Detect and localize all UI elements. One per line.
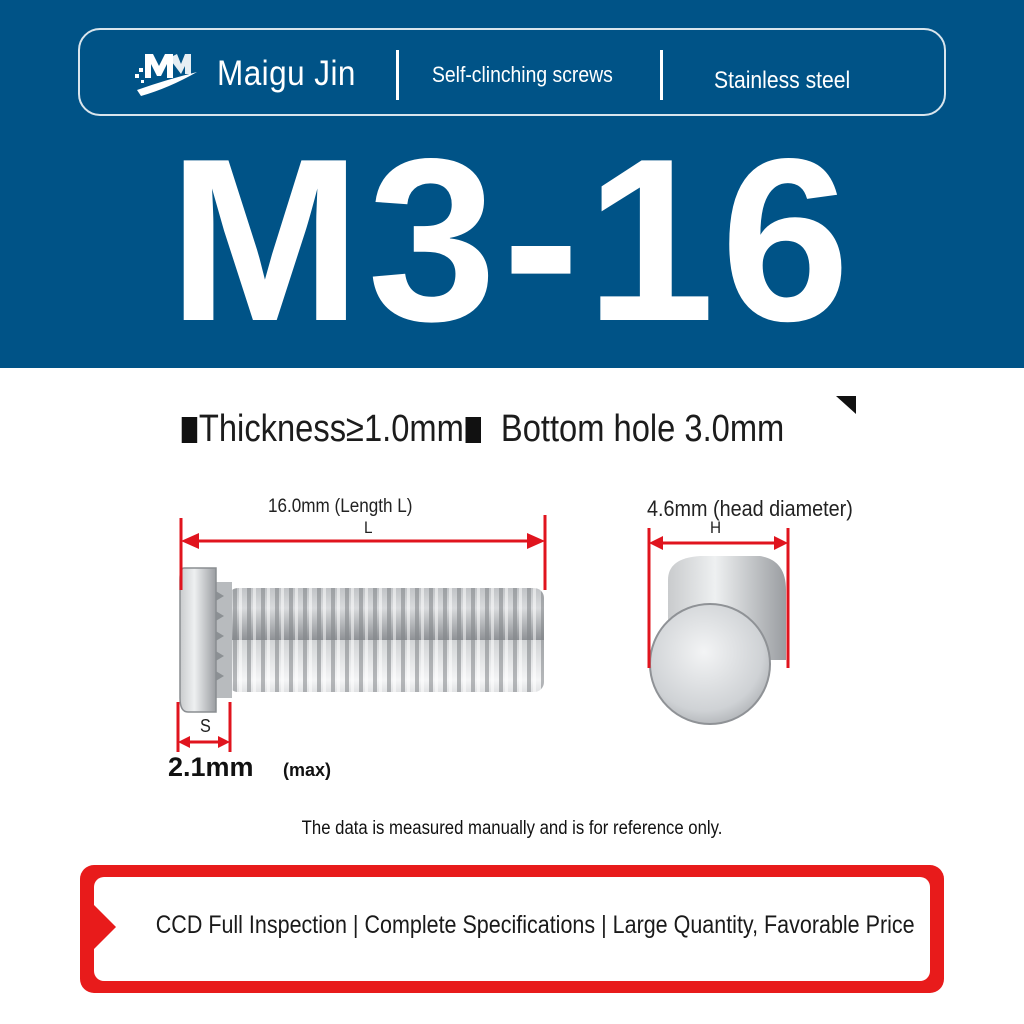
disclaimer <box>0 818 1024 840</box>
header-band <box>0 0 1024 368</box>
spec-line <box>180 408 784 451</box>
s-note: (max) <box>283 760 332 780</box>
screw-side-view <box>180 568 544 712</box>
feature-banner <box>80 865 944 993</box>
feature-banner-inner <box>94 877 930 981</box>
brand-pill <box>78 28 946 116</box>
divider <box>396 50 399 100</box>
bracket-icon <box>466 417 481 443</box>
feature-banner-text: CCD Full Inspection | Complete Specifications | Large Quantity, Favorable Price <box>155 911 915 939</box>
model-number: M3-16 <box>168 111 856 370</box>
brand-name: Maigu Jin <box>217 54 356 93</box>
brand-logo-icon <box>135 44 199 100</box>
material: Stainless steel <box>714 67 851 94</box>
bracket-icon <box>182 417 197 443</box>
screw-thread <box>228 588 544 692</box>
product-type: Self-clinching screws <box>432 62 613 87</box>
length-dimension <box>181 515 545 590</box>
feature-banner-text-wrap <box>94 911 930 940</box>
head-diameter-label: 4.6mm (head diameter) <box>647 496 853 521</box>
head-letter: H <box>710 518 722 537</box>
length-label: 16.0mm (Length L) <box>268 496 413 517</box>
length-letter: L <box>364 518 373 537</box>
head-face <box>650 604 770 724</box>
thickness-spec: Thickness≥1.0mm <box>198 408 464 450</box>
corner-mark-icon <box>836 396 856 414</box>
disclaimer-text: The data is measured manually and is for reference only. <box>301 818 723 839</box>
s-letter: S <box>200 716 211 736</box>
screw-drawing <box>0 470 1024 800</box>
bottom-hole-spec: Bottom hole 3.0mm <box>500 408 785 450</box>
screw-head <box>180 568 216 712</box>
s-value: 2.1mm <box>168 752 254 782</box>
screw-head-view <box>650 556 786 724</box>
divider <box>660 50 663 100</box>
